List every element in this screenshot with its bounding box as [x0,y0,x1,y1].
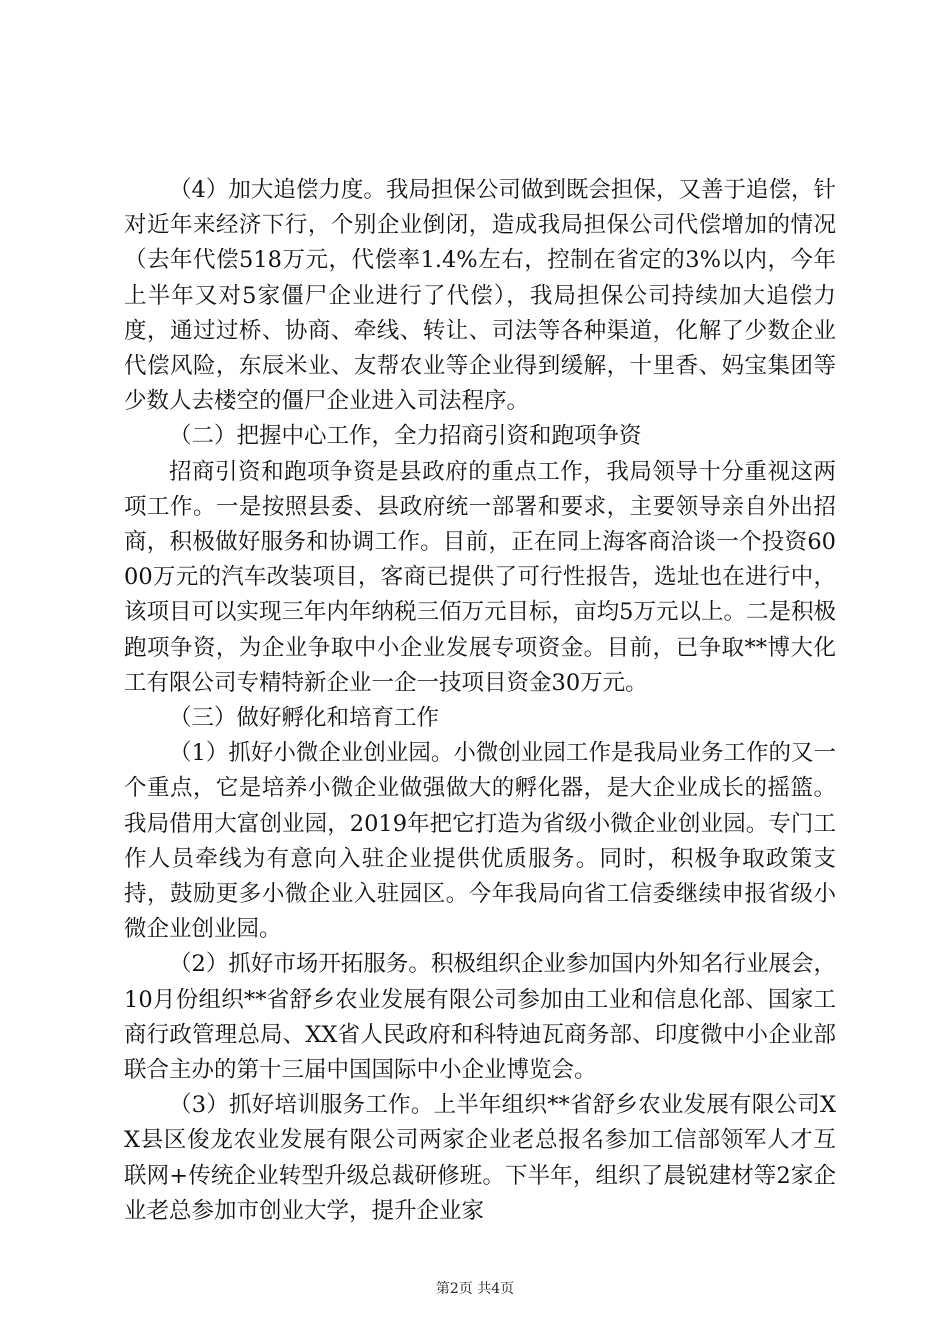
document-body [124,173,836,1229]
paragraph-market-expansion: （2）抓好市场开拓服务。积极组织企业参加国内外知名行业展会，10月份组织**省舒乡农业发展有限公司参加由工业和信息化部、国家工商行政管理总局、XX省人民政府和科特迪瓦商务部、印度微中小企业部联合主办的第十三届中国国际中小企业博览会。 [124,951,836,1084]
paragraph-startup-park: （1）抓好小微企业创业园。小微创业园工作是我局业务工作的又一个重点，它是培养小微企业做强做大的孵化器，是大企业成长的摇篮。我局借用大富创业园，2019年把它打造为省级小微企业创业园。专门工作人员牵线为有意向入驻企业提供优质服务。同时，积极争取政策支持，鼓励更多小微企业入驻园区。今年我局向省工信委继续申报省级小微企业创业园。 [124,740,836,943]
paragraph-training: （3）抓好培训服务工作。上半年组织**省舒乡农业发展有限公司XX县区俊龙农业发展有限公司两家企业老总报名参加工信部领军人才互联网+传统企业转型升级总裁研修班。下半年，组织了晨锐建材等2家企业老总参加市创业大学，提升企业家 [124,1092,836,1224]
section-heading-incubation: （三）做好孵化和培育工作 [169,705,440,732]
paragraph-guarantee-recovery: （4）加大追偿力度。我局担保公司做到既会担保，又善于追偿，针对近年来经济下行，个别企业倒闭，造成我局担保公司代偿增加的情况（去年代偿518万元，代偿率1.4%左右，控制在省定的3%以内，今年上半年又对5家僵尸企业进行了代偿），我局担保公司持续加大追偿力度，通过过桥、协商、牵线、转让、司法等各种渠道，化解了少数企业代偿风险，东辰米业、友帮农业等企业得到缓解，十里香、妈宝集团等少数人去楼空的僵尸企业进入司法程序。 [124,177,836,415]
page-number-footer: 第2页 共4页 [435,1281,515,1297]
section-heading-investment: （二）把握中心工作，全力招商引资和跑项争资 [169,423,642,450]
paragraph-investment: 招商引资和跑项争资是县政府的重点工作，我局领导十分重视这两项工作。一是按照县委、县政府统一部署和要求，主要领导亲自外出招商，积极做好服务和协调工作。目前，正在同上海客商洽谈一个投资6000万元的汽车改装项目，客商已提供了可行性报告，选址也在进行中，该项目可以实现三年内年纳税三佰万元目标，亩均5万元以上。二是积极跑项争资，为企业争取中小企业发展专项资金。目前，已争取**博大化工有限公司专精特新企业一企一技项目资金30万元。 [124,458,836,696]
